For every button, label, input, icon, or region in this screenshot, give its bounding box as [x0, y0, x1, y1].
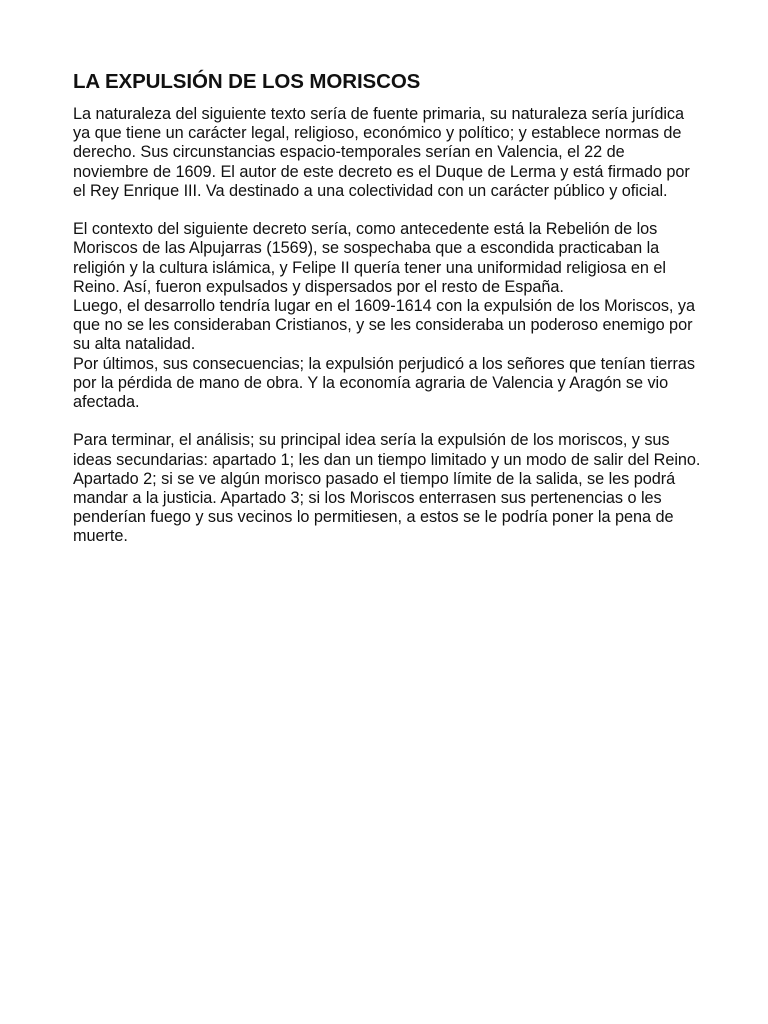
paragraph-nature: La naturaleza del siguiente texto sería de fuente primaria, su naturaleza sería jurídica ya que tiene un carácter legal, religioso, económico y político; y establece normas de derecho. Sus circunstancias espacio-temporales serían en Valencia, el 22 de noviembre de 1609. El autor de este decreto es el Duque de Lerma y está firmado por el Rey Enrique III. Va destinado a una colectividad con un carácter público y oficial. [73, 105, 690, 200]
document-title: LA EXPULSIÓN DE LOS MORISCOS [73, 70, 421, 93]
paragraph-spacer [73, 412, 703, 431]
paragraph-development: Luego, el desarrollo tendría lugar en el 1609-1614 con la expulsión de los Moriscos, ya que no se les consideraban Cristianos, y se les consideraba un poderoso enemigo por su alta natalidad. [73, 297, 695, 354]
paragraph-spacer [73, 201, 703, 220]
paragraph-context: El contexto del siguiente decreto sería, como antecedente está la Rebelión de los Moriscos de las Alpujarras (1569), se sospechaba que a escondida practicaban la religión y la cultura islámica, y Felipe II quería tener una uniformidad religiosa en el Reino. Así, fueron expulsados y dispersados por el resto de España. [73, 220, 666, 296]
paragraph-analysis: Para terminar, el análisis; su principal idea sería la expulsión de los moriscos, y sus ideas secundarias: apartado 1; les dan un tiempo limitado y un modo de salir del Reino. Apartado 2; si se ve algún morisco pasado el tiempo límite de la salida, se les podrá mandar a la justicia. Apartado 3; si los Moriscos enterrasen sus pertenencias o les penderían fuego y sus vecinos lo permitiesen, a estos se le podría poner la pena de muerte. [73, 431, 701, 546]
document-body [73, 68, 703, 547]
paragraph-consequences: Por últimos, sus consecuencias; la expulsión perjudicó a los señores que tenían tierras por la pérdida de mano de obra. Y la economía agraria de Valencia y Aragón se vio afectada. [73, 354, 695, 412]
